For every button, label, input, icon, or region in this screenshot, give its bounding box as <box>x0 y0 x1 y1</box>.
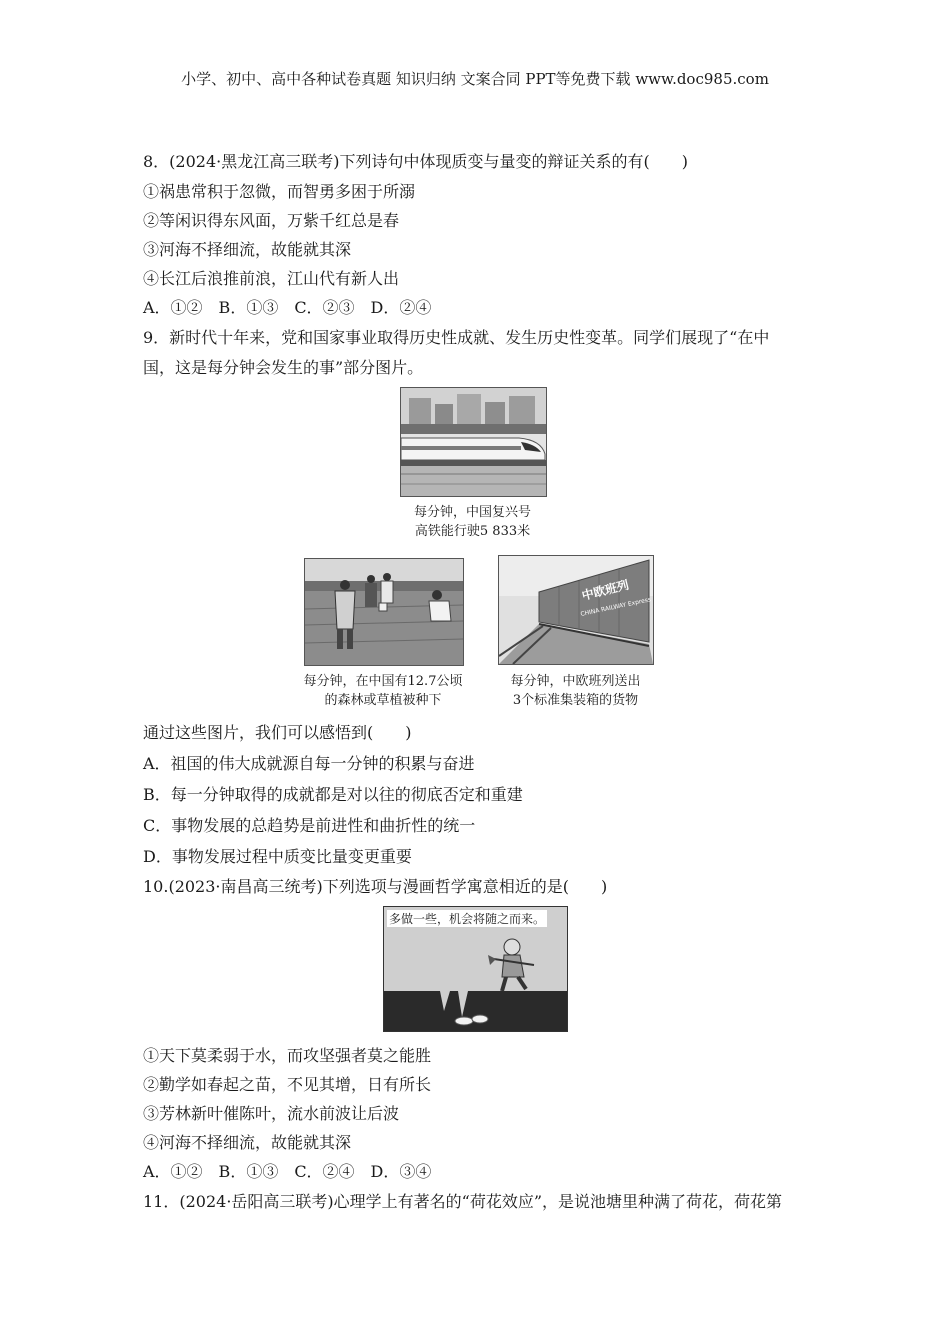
train-caption-line2: 高铁能行驶5 833米 <box>414 524 531 539</box>
q8-item-2: ②等闲识得东风面，万紫千红总是春 <box>143 211 400 230</box>
q11-stem: 11．(2024·岳阳高三联考)心理学上有著名的“荷花效应”，是说池塘里种满了荷花，荷花第 <box>143 1192 783 1211</box>
railway-logo-en: CHINA RAILWAY Express <box>579 596 652 618</box>
q10-stem: 10.(2023·南昌高三统考)下列选项与漫画哲学寓意相近的是( ) <box>143 877 608 896</box>
railway-logo-text: 中欧班列 <box>580 577 631 603</box>
high-speed-train-photo <box>400 387 547 497</box>
q8-options: A．①② B．①③ C．②③ D．②④ <box>143 298 432 317</box>
china-europe-railway-photo <box>498 555 654 665</box>
q8-item-3: ③河海不择细流，故能就其深 <box>143 240 352 259</box>
train-caption-line1: 每分钟，中国复兴号 <box>413 505 531 520</box>
q10-item-1: ①天下莫柔弱于水，而攻坚强者莫之能胜 <box>143 1046 432 1065</box>
q10-options: A．①② B．①③ C．②④ D．③④ <box>143 1162 432 1181</box>
q9-option-c: C．事物发展的总趋势是前进性和曲折性的统一 <box>143 816 476 835</box>
q9-stem-line1: 9．新时代十年来，党和国家事业取得历史性成就、发生历史性变革。同学们展现了“在中 <box>143 328 770 347</box>
q10-item-3: ③芳林新叶催陈叶，流水前波让后波 <box>143 1104 400 1123</box>
railway-caption-line2: 3个标准集装箱的货物 <box>512 693 639 708</box>
cartoon-caption: 多做一些，机会将随之而来。 <box>389 912 546 926</box>
q8-item-1: ①祸患常积于忽微，而智勇多困于所溺 <box>143 182 416 201</box>
q9-option-b: B．每一分钟取得的成就都是对以往的彻底否定和重建 <box>143 785 523 804</box>
q9-question: 通过这些图片，我们可以感悟到( ) <box>143 723 412 742</box>
q9-stem-line2: 国，这是每分钟会发生的事”部分图片。 <box>143 358 424 377</box>
q8-item-4: ④长江后浪推前浪，江山代有新人出 <box>143 269 400 288</box>
cartoon <box>383 906 568 1032</box>
railway-caption-line1: 每分钟，中欧班列送出 <box>510 674 641 689</box>
tree-planting-photo <box>304 558 464 666</box>
planting-caption-line1: 每分钟，在中国有12.7公顷 <box>303 674 463 689</box>
page-header: 小学、初中、高中各种试卷真题 知识归纳 文案合同 PPT等免费下载 www.doc985.com <box>181 70 769 88</box>
q9-option-a: A．祖国的伟大成就源自每一分钟的积累与奋进 <box>143 754 475 773</box>
q9-option-d: D．事物发展过程中质变比量变更重要 <box>143 847 412 866</box>
planting-caption-line2: 的森林或草植被种下 <box>324 693 442 708</box>
q10-item-2: ②勤学如春起之苗，不见其增，日有所长 <box>143 1075 432 1094</box>
q8-stem: 8．(2024·黑龙江高三联考)下列诗句中体现质变与量变的辩证关系的有( ) <box>143 152 688 171</box>
q10-item-4: ④河海不择细流，故能就其深 <box>143 1133 352 1152</box>
